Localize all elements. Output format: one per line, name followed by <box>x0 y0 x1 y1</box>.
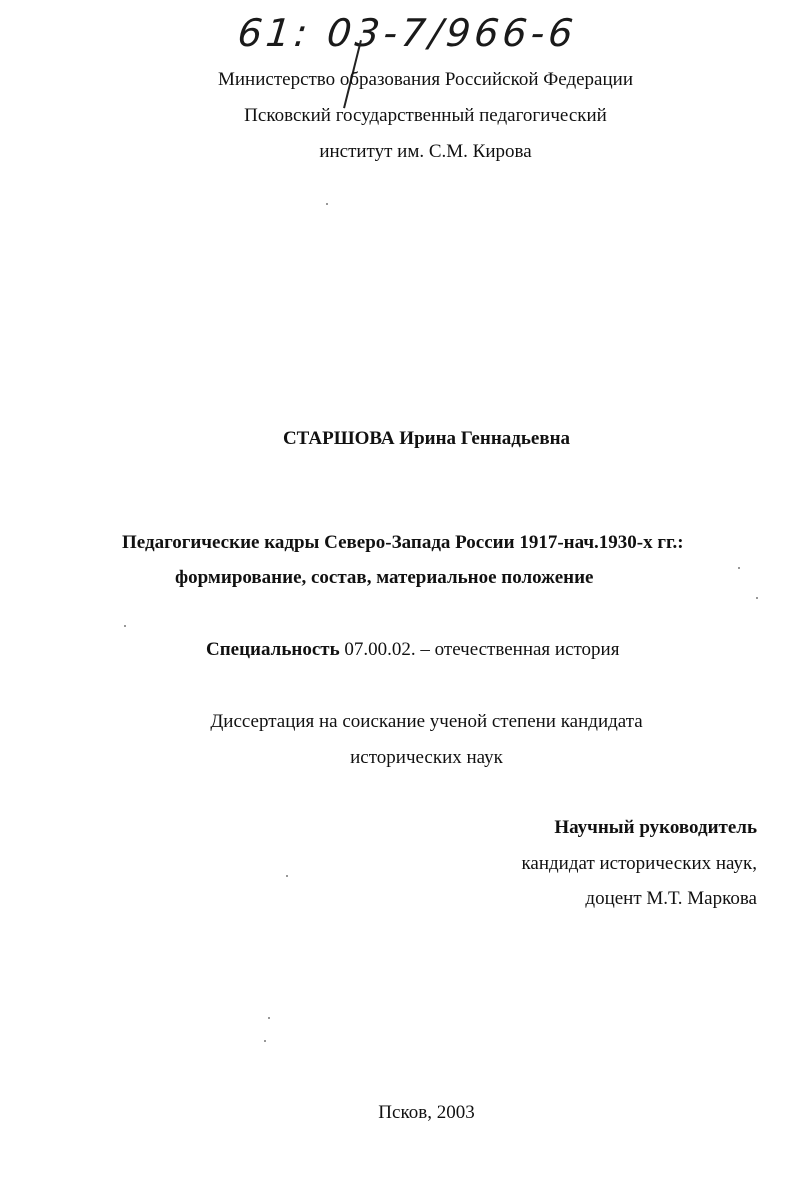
scan-speck <box>756 597 758 599</box>
scan-speck <box>286 875 288 877</box>
city-year: Псков, 2003 <box>378 1102 475 1123</box>
dissertation-degree-line-2: исторических наук <box>350 747 503 768</box>
ministry-name: Министерство образования Российской Федерации <box>218 69 633 90</box>
handwritten-archive-number: 61: 03-7/966-6 <box>235 11 580 55</box>
specialty-label: Специальность <box>206 639 340 660</box>
scan-speck <box>264 1040 266 1042</box>
advisor-degree: кандидат исторических наук, <box>521 853 757 874</box>
dissertation-title-line-1: Педагогические кадры Северо-Запада России 1917-нач.1930-х гг.: <box>122 532 684 553</box>
scan-speck <box>124 625 126 627</box>
dissertation-title-line-2: формирование, состав, материальное положение <box>175 567 594 588</box>
scan-speck <box>268 1017 270 1019</box>
author-name: СТАРШОВА Ирина Геннадьевна <box>282 428 571 449</box>
institute-name-line: институт им. С.М. Кирова <box>319 141 532 162</box>
specialty-value: 07.00.02. – отечественная история <box>339 639 620 660</box>
scan-speck <box>326 203 328 205</box>
institute-line: Псковский государственный педагогический <box>244 105 607 126</box>
dissertation-degree-line-1: Диссертация на соискание ученой степени кандидата <box>210 711 643 732</box>
advisor-name: доцент М.Т. Маркова <box>585 888 757 909</box>
scan-speck <box>738 567 740 569</box>
advisor-label: Научный руководитель <box>554 817 757 838</box>
specialty <box>206 638 619 662</box>
